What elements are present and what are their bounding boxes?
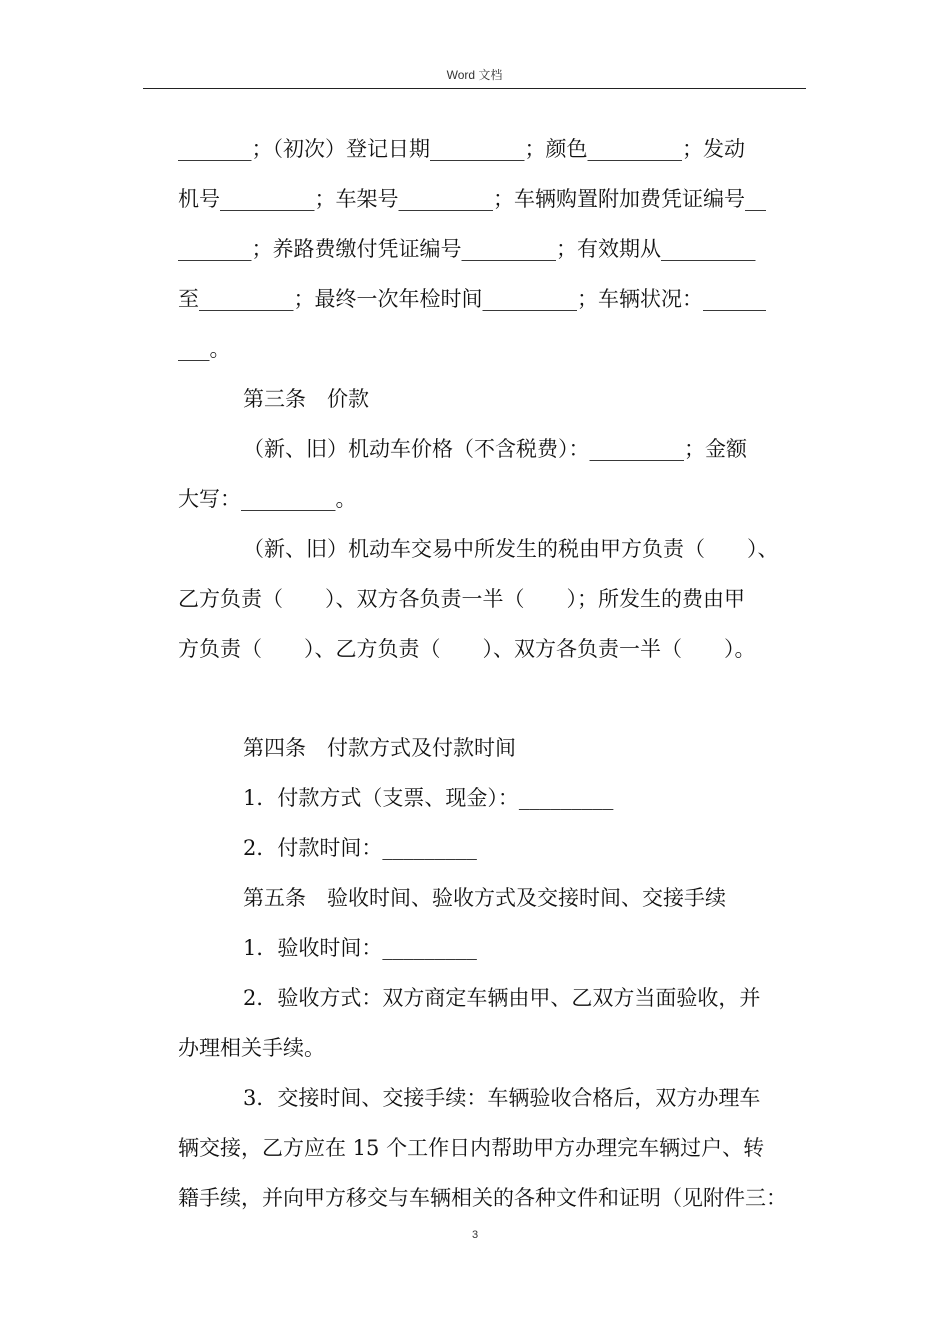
- body-line: 1．付款方式（支票、现金）：_________: [243, 786, 614, 810]
- body-line: 至_________；最终一次年检时间_________；车辆状况：______: [178, 287, 766, 311]
- body-line: ___。: [178, 337, 231, 361]
- body-line: 方负责（ ）、乙方负责（ ）、双方各负责一半（ ）。: [178, 637, 756, 661]
- body-line: 办理相关手续。: [178, 1036, 325, 1060]
- body-line: 2．验收方式：双方商定车辆由甲、乙双方当面验收，并: [243, 986, 761, 1010]
- body-line: _______；（初次）登记日期_________；颜色_________；发动: [178, 137, 745, 161]
- body-line: 3．交接时间、交接手续：车辆验收合格后，双方办理车: [243, 1086, 761, 1110]
- page-footer: [0, 1229, 950, 1241]
- body-line: （新、旧）机动车交易中所发生的税由甲方负责（ ）、: [243, 537, 779, 561]
- body-line: 乙方负责（ ）、双方各负责一半（ ）；所发生的费由甲: [178, 587, 745, 611]
- section-heading: 第五条 验收时间、验收方式及交接时间、交接手续: [243, 886, 726, 910]
- body-line: 机号_________；车架号_________；车辆购置附加费凭证编号__: [178, 187, 766, 211]
- section-heading: 第四条 付款方式及付款时间: [243, 736, 516, 760]
- body-line: （新、旧）机动车价格（不含税费）：_________；金额: [243, 437, 747, 461]
- body-line: 籍手续，并向甲方移交与车辆相关的各种文件和证明（见附件三：: [178, 1186, 787, 1210]
- body-line: 辆交接，乙方应在 15 个工作日内帮助甲方办理完车辆过户、转: [178, 1136, 765, 1160]
- section-heading: 第三条 价款: [243, 387, 369, 411]
- body-line: 大写：_________。: [178, 487, 357, 511]
- body-line: _______；养路费缴付凭证编号_________；有效期从_________: [178, 237, 756, 261]
- page-header: [143, 66, 806, 89]
- body-line: 1．验收时间：_________: [243, 936, 477, 960]
- header-title: Word 文档: [446, 68, 503, 82]
- body-line: 2．付款时间：_________: [243, 836, 477, 860]
- page-number: 3: [471, 1229, 479, 1241]
